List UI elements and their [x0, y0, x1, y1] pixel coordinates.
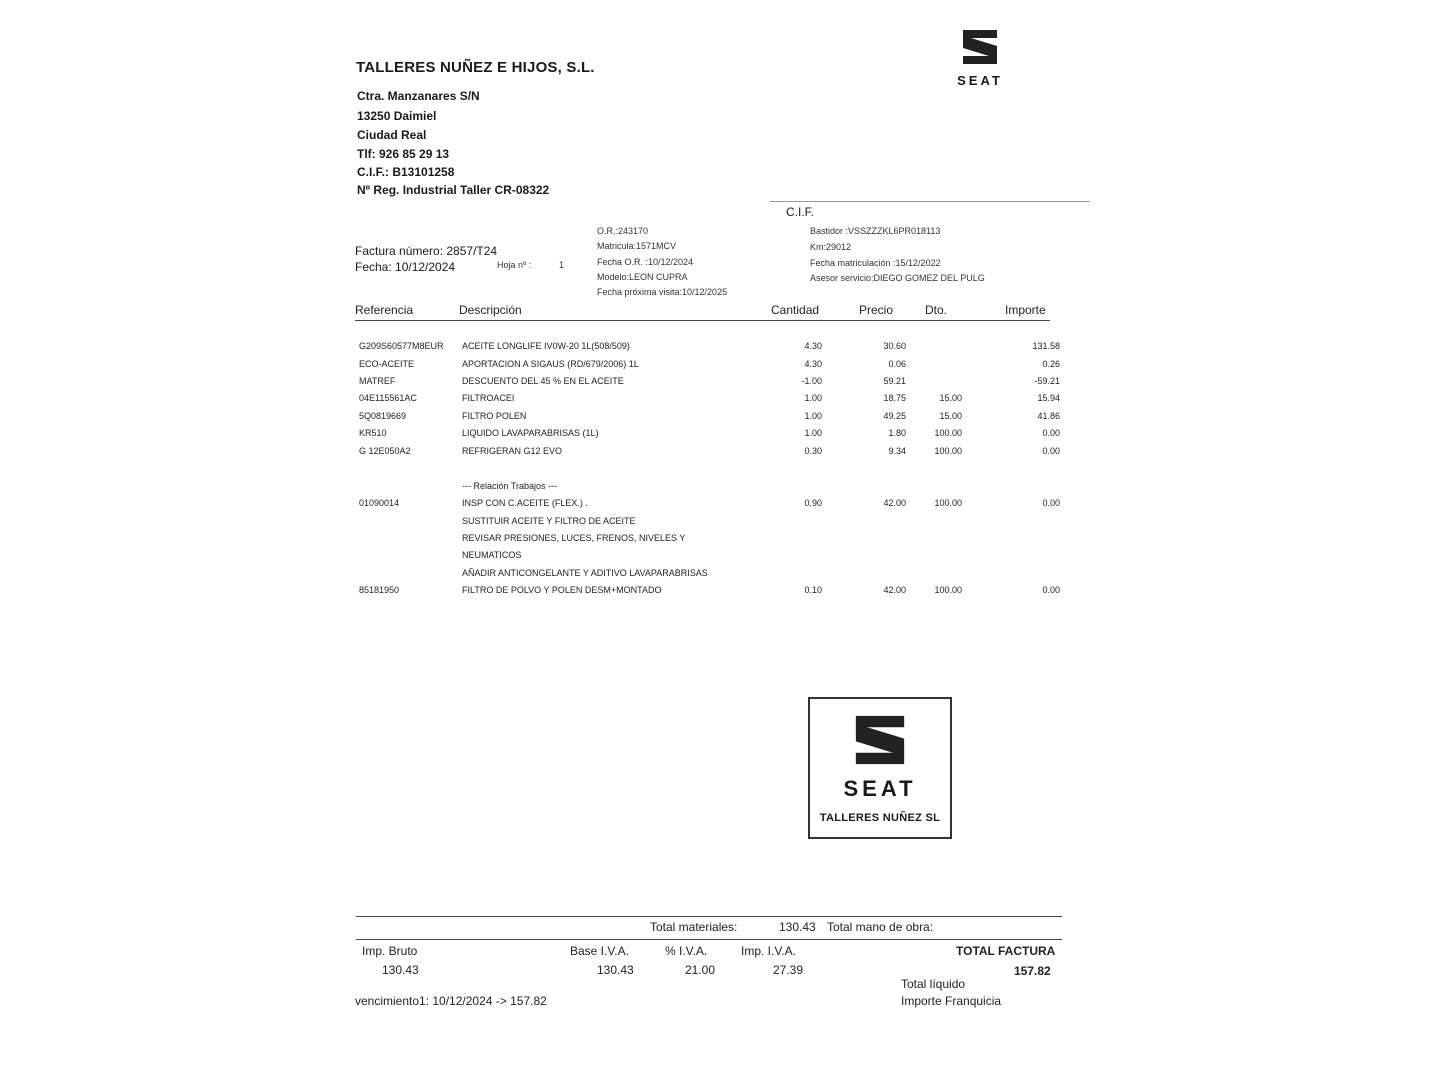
address-line: Ciudad Real — [357, 128, 427, 142]
net-total-label: Total líquido — [901, 977, 966, 991]
col-header-price: Precio — [859, 303, 894, 317]
address-line: Ctra. Manzanares S/N — [357, 89, 480, 103]
client-cif-label: C.I.F. — [786, 205, 815, 219]
cell-imp: 0.00 — [1042, 446, 1060, 456]
cell-desc: AÑADIR ANTICONGELANTE Y ADITIVO LAVAPARABRISAS — [462, 568, 708, 578]
cell-ref: 04E115561AC — [359, 393, 417, 403]
table-row — [0, 428, 1440, 442]
tax-base-value: 130.43 — [597, 963, 634, 977]
cell-dto: 100.00 — [934, 498, 962, 508]
cell-ref: G 12E050A2 — [359, 446, 411, 456]
cell-qty: 1.00 — [804, 393, 822, 403]
cell-desc: INSP CON C.ACEITE (FLEX.) . — [462, 498, 588, 508]
invoice-total-label: TOTAL FACTURA — [956, 944, 1056, 958]
cell-desc: NEUMATICOS — [462, 550, 522, 560]
invoice-total-value: 157.82 — [1014, 964, 1051, 978]
table-row — [0, 533, 1440, 547]
total-materials-label: Total materiales: — [650, 920, 738, 934]
table-row — [0, 568, 1440, 582]
cell-price: 42.00 — [883, 585, 906, 595]
cell-price: 49.25 — [883, 411, 906, 421]
cell-qty: 4.30 — [804, 341, 822, 351]
table-row — [0, 481, 1440, 495]
order-number: O.R.:243170 — [597, 226, 649, 236]
cell-desc: LIQUIDO LAVAPARABRISAS (1L) — [462, 428, 599, 438]
cell-ref: 01090014 — [359, 498, 400, 508]
cell-dto: 100.00 — [934, 446, 962, 456]
cell-desc: DESCUENTO DEL 45 % EN EL ACEITE — [462, 376, 624, 386]
cell-price: 0.06 — [888, 359, 906, 369]
vin: Bastidor :VSSZZZKL6PR018113 — [810, 226, 941, 236]
total-labour-label: Total mano de obra: — [827, 920, 934, 934]
cell-qty: 0.90 — [804, 498, 822, 508]
seat-wordmark: SEAT — [957, 73, 1003, 88]
due-date: vencimiento1: 10/12/2024 -> 157.82 — [355, 994, 547, 1008]
cell-qty: 0.30 — [804, 446, 822, 456]
stamp-dealer-name: TALLERES NUÑEZ SL — [819, 812, 941, 824]
cell-ref: 5Q0819669 — [359, 411, 407, 421]
seat-emblem-icon — [959, 28, 1001, 66]
cell-price: 59.21 — [883, 376, 906, 386]
vehicle-model: Modelo:LEON CUPRA — [597, 272, 688, 282]
cell-dto: 100.00 — [934, 428, 962, 438]
total-materials-value: 130.43 — [779, 920, 816, 934]
cell-imp: 0.26 — [1042, 359, 1060, 369]
cell-desc: APORTACION A SIGAUS (RD/679/2006) 1L — [462, 359, 639, 369]
table-header-rule — [355, 320, 1050, 321]
vat-pct-value: 21.00 — [685, 963, 716, 977]
cell-price: 42.00 — [883, 498, 906, 508]
cell-qty: -1.00 — [801, 376, 822, 386]
vat-pct-label: % I.V.A. — [665, 944, 708, 958]
cell-desc: FILTROACEI — [462, 393, 515, 403]
col-header-qty: Cantidad — [771, 303, 820, 317]
cell-ref: MATREF — [359, 376, 396, 386]
page-label: Hoja nº : — [497, 260, 532, 270]
service-advisor: Asesor servicio:DIEGO GOMEZ DEL PULG — [810, 273, 985, 283]
table-row — [0, 341, 1440, 355]
address-line: Tlf: 926 85 29 13 — [357, 147, 450, 161]
cell-desc: REVISAR PRESIONES, LUCES, FRENOS, NIVELES Y — [462, 533, 686, 543]
cell-ref: G209S60577M8EUR — [359, 341, 444, 351]
cell-price: 1.80 — [888, 428, 906, 438]
table-row — [0, 446, 1440, 460]
cell-qty: 1.00 — [804, 428, 822, 438]
cell-imp: 0.00 — [1042, 428, 1060, 438]
gross-label: Imp. Bruto — [362, 944, 418, 958]
cell-dto: 15.00 — [939, 411, 962, 421]
cell-desc: --- Relación Trabajos --- — [462, 481, 558, 491]
deductible-label: Importe Franquicia — [901, 994, 1002, 1008]
page-value: 1 — [559, 260, 565, 270]
cell-price: 18.75 — [883, 393, 906, 403]
table-row — [0, 585, 1440, 599]
address-line: C.I.F.: B13101258 — [357, 165, 455, 179]
vat-amount-label: Imp. I.V.A. — [741, 944, 796, 958]
table-row — [0, 498, 1440, 512]
cell-desc: SUSTITUIR ACEITE Y FILTRO DE ACEITE — [462, 516, 636, 526]
order-date: Fecha O.R. :10/12/2024 — [597, 257, 694, 267]
dealer-stamp — [808, 697, 952, 839]
cell-ref: ECO-ACEITE — [359, 359, 415, 369]
invoice-date: Fecha: 10/12/2024 — [355, 260, 456, 274]
cell-qty: 4.30 — [804, 359, 822, 369]
vat-amount-value: 27.39 — [773, 963, 804, 977]
cell-imp: -59.21 — [1034, 376, 1060, 386]
table-row — [0, 393, 1440, 407]
address-line: Nº Reg. Industrial Taller CR-08322 — [357, 183, 550, 197]
cell-desc: REFRIGERAN G12 EVO — [462, 446, 563, 456]
cell-dto: 15.00 — [939, 393, 962, 403]
table-row — [0, 359, 1440, 373]
cell-imp: 41.86 — [1037, 411, 1060, 421]
cell-imp: 0.00 — [1042, 498, 1060, 508]
table-row — [0, 550, 1440, 564]
cell-qty: 1.00 — [804, 411, 822, 421]
divider — [770, 201, 1090, 202]
table-row — [0, 411, 1440, 425]
col-header-ref: Referencia — [355, 303, 414, 317]
seat-logo — [940, 28, 1020, 88]
cell-imp: 131.58 — [1032, 341, 1060, 351]
totals-rule — [356, 916, 1062, 917]
table-row — [0, 376, 1440, 390]
plate-number: Matricula:1571MCV — [597, 241, 677, 251]
cell-qty: 0.10 — [804, 585, 822, 595]
cell-desc: ACEITE LONGLIFE IV0W-20 1L(508/509) — [462, 341, 630, 351]
stamp-wordmark: SEAT — [843, 776, 917, 801]
tax-base-label: Base I.V.A. — [570, 944, 629, 958]
cell-ref: KR510 — [359, 428, 387, 438]
company-name: TALLERES NUÑEZ E HIJOS, S.L. — [356, 59, 595, 76]
col-header-imp: Importe — [1005, 303, 1046, 317]
seat-emblem-icon — [850, 713, 910, 767]
col-header-dto: Dto. — [925, 303, 948, 317]
gross-value: 130.43 — [382, 963, 419, 977]
invoice-number: Factura número: 2857/T24 — [355, 244, 498, 258]
cell-dto: 100.00 — [934, 585, 962, 595]
cell-price: 30.60 — [883, 341, 906, 351]
registration-date: Fecha matriculación :15/12/2022 — [810, 258, 941, 268]
totals-rule-2 — [356, 939, 1062, 940]
cell-price: 9.34 — [888, 446, 906, 456]
cell-ref: 85181950 — [359, 585, 400, 595]
col-header-desc: Descripción — [459, 303, 522, 317]
table-row — [0, 516, 1440, 530]
cell-desc: FILTRO DE POLVO Y POLEN DESM+MONTADO — [462, 585, 662, 595]
cell-imp: 0.00 — [1042, 585, 1060, 595]
cell-imp: 15.94 — [1037, 393, 1060, 403]
cell-desc: FILTRO POLEN — [462, 411, 527, 421]
mileage: Km:29012 — [810, 242, 852, 252]
address-line: 13250 Daimiel — [357, 109, 437, 123]
next-visit-date: Fecha próxima visita:10/12/2025 — [597, 287, 728, 297]
